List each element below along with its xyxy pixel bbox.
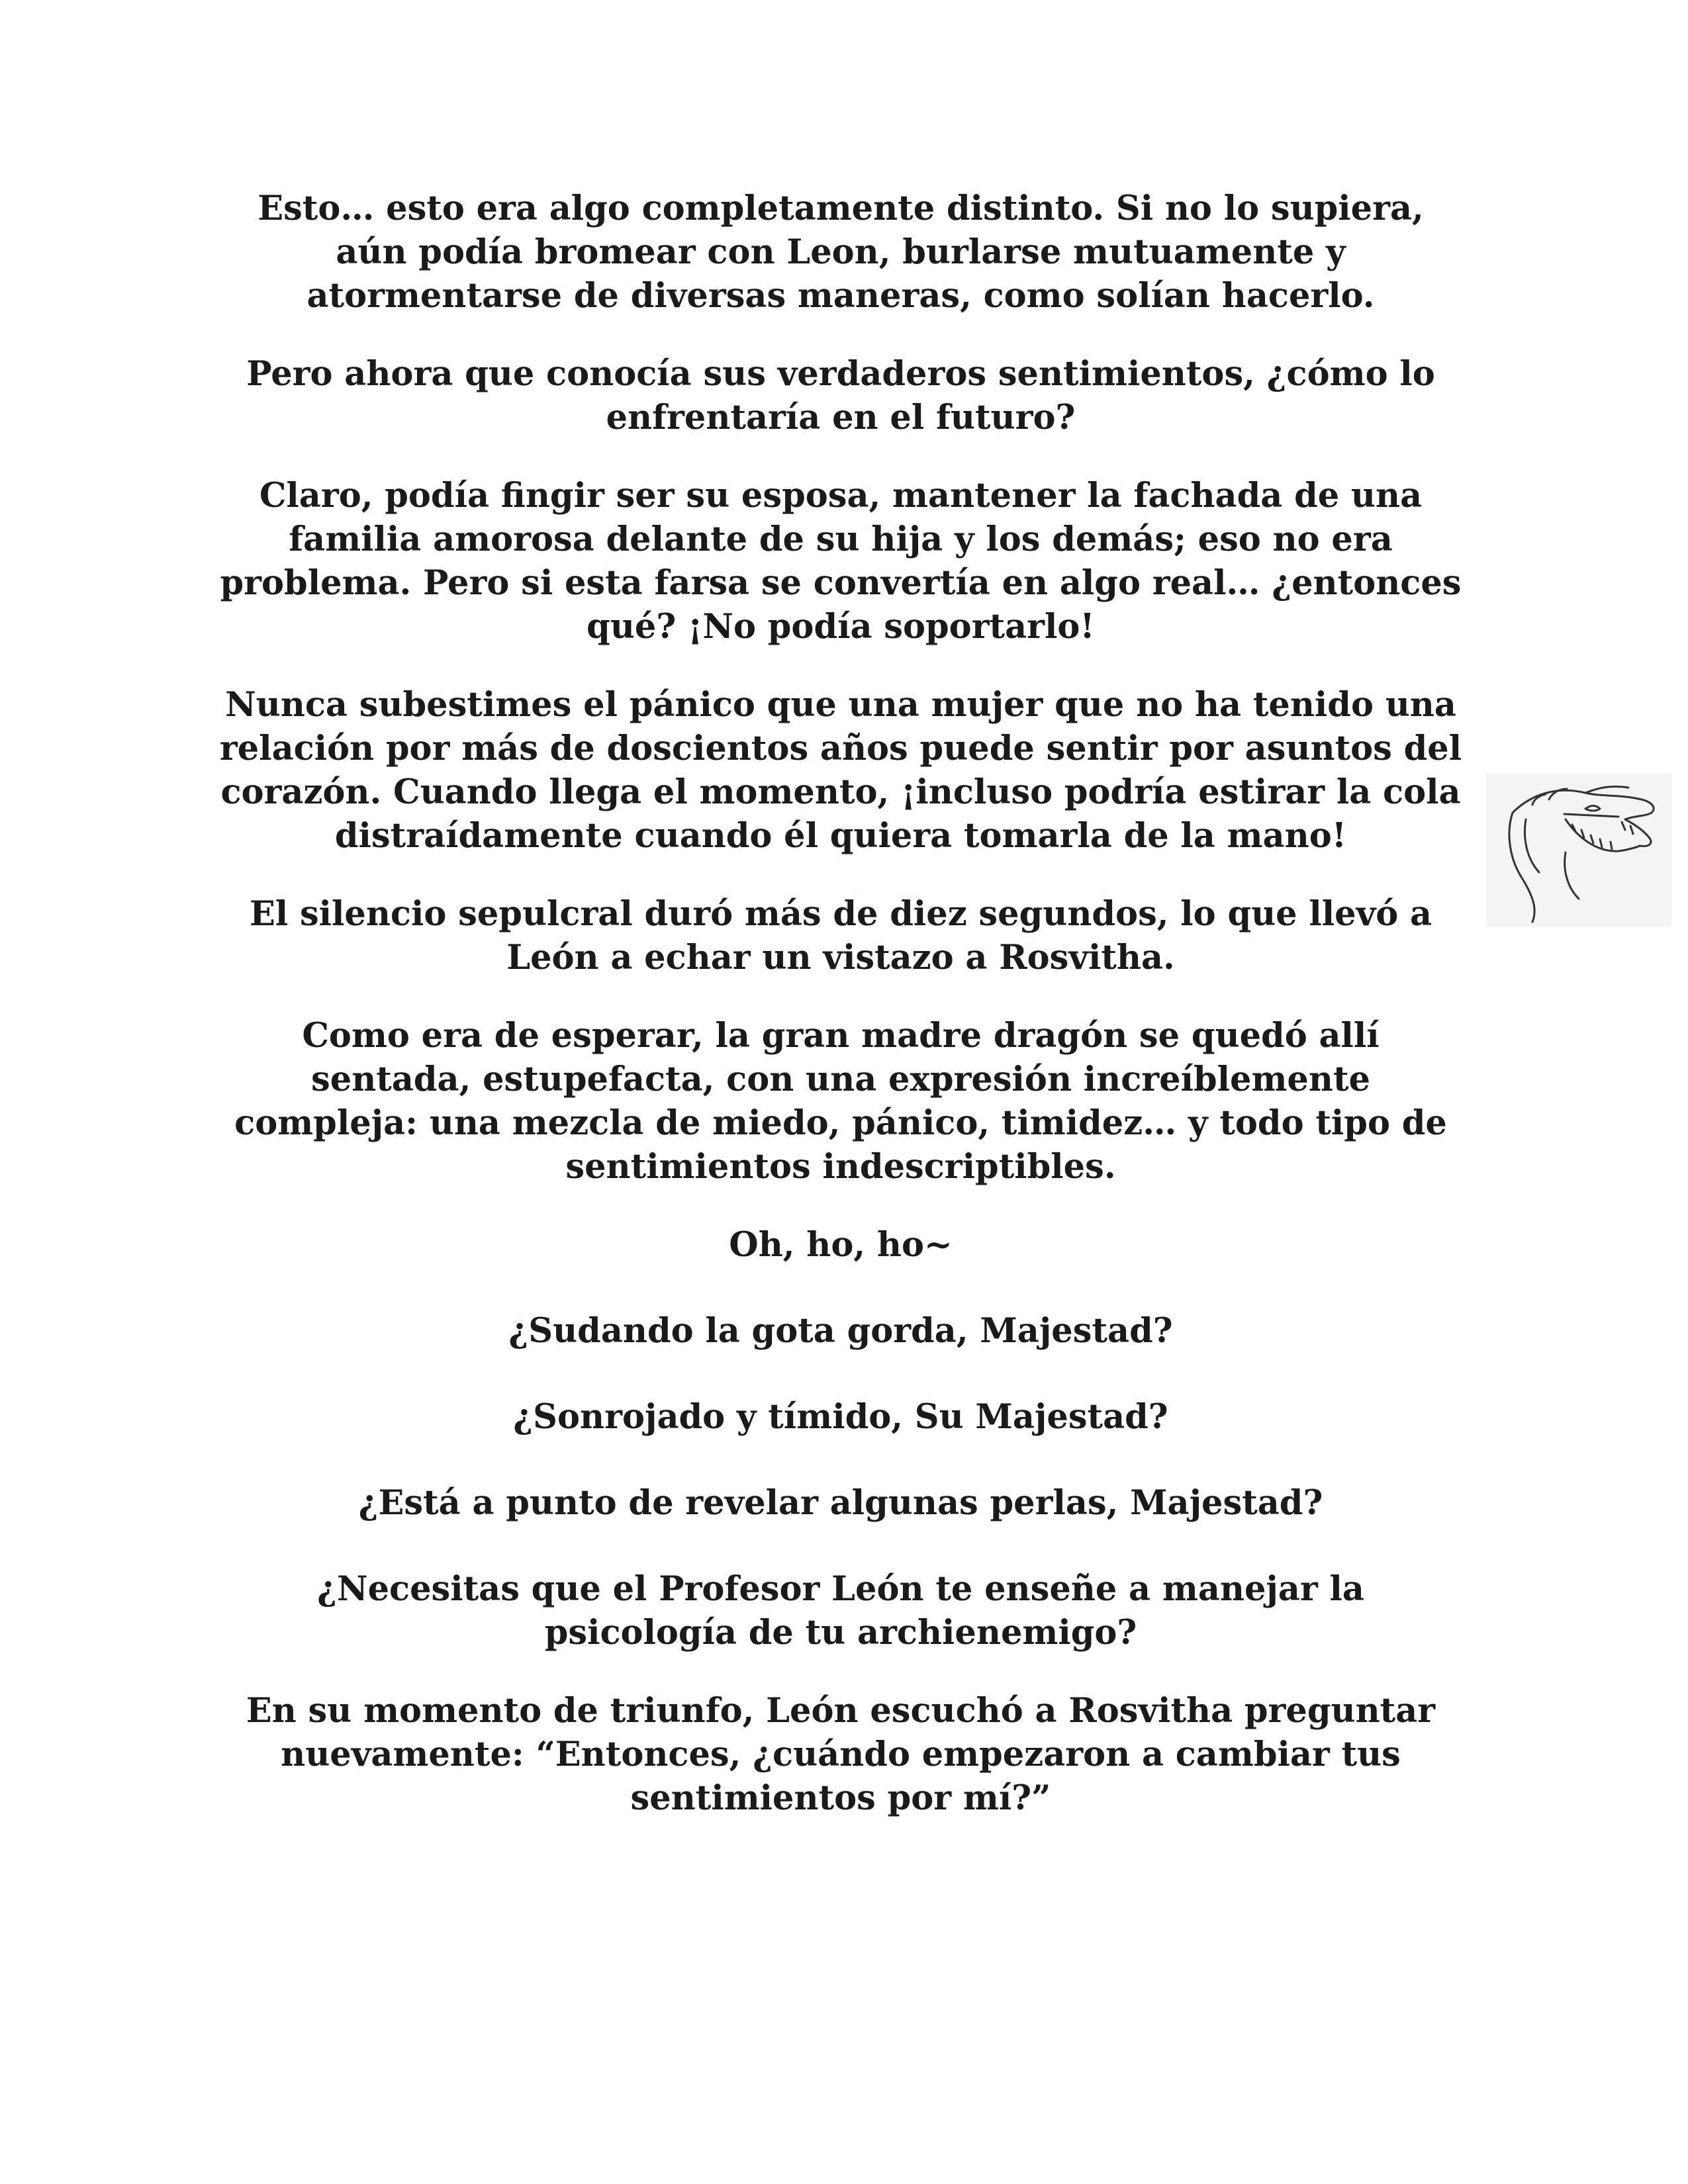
paragraph-7: Oh, ho, ho~ — [729, 1225, 953, 1265]
paragraph-12: En su momento de triunfo, León escuchó a Rosvitha preguntar nuevamente: “Entonces, ¿cuándo empezaron a cambiar tus sentimientos por mí?” — [246, 1691, 1436, 1818]
paragraph-1: Esto… esto era algo completamente distinto. Si no lo supiera, aún podía bromear con Leon, burlarse mutuamente y atormentarse de diversas maneras, como solían hacerlo. — [258, 189, 1424, 316]
paragraph-5: El silencio sepulcral duró más de diez segundos, lo que llevó a León a echar un vistazo a Rosvitha. — [249, 894, 1432, 978]
paragraph-4: Nunca subestimes el pánico que una mujer que no ha tenido una relación por más de doscientos años puede sentir por asuntos del corazón. Cuando llega el momento, ¡incluso podría estirar la cola distraídamente cuando él quiera tomarla de la mano! — [219, 685, 1462, 856]
document-body — [218, 187, 1463, 1854]
paragraph-3: Claro, podía fingir ser su esposa, mantener la fachada de una familia amorosa delante de su hija y los demás; eso no era problema. Pero si esta farsa se convertía en algo real… ¿entonces qué? ¡No podía soportarlo! — [220, 476, 1462, 647]
paragraph-9: ¿Sonrojado y tímido, Su Majestad? — [513, 1397, 1168, 1437]
paragraph-8: ¿Sudando la gota gorda, Majestad? — [508, 1311, 1173, 1351]
paragraph-11: ¿Necesitas que el Profesor León te enseñe a manejar la psicología de tu archienemigo? — [317, 1569, 1364, 1653]
paragraph-2: Pero ahora que conocía sus verdaderos sentimientos, ¿cómo lo enfrentaría en el futuro? — [246, 354, 1435, 437]
paragraph-6: Como era de esperar, la gran madre dragón se quedó allí sentada, estupefacta, con una expresión increíblemente compleja: una mezcla de miedo, pánico, timidez… y todo tipo de sentimientos indescriptibles. — [234, 1016, 1447, 1187]
dragon-head-sketch-icon — [1486, 773, 1671, 927]
paragraph-10: ¿Está a punto de revelar algunas perlas, Majestad? — [358, 1483, 1323, 1523]
